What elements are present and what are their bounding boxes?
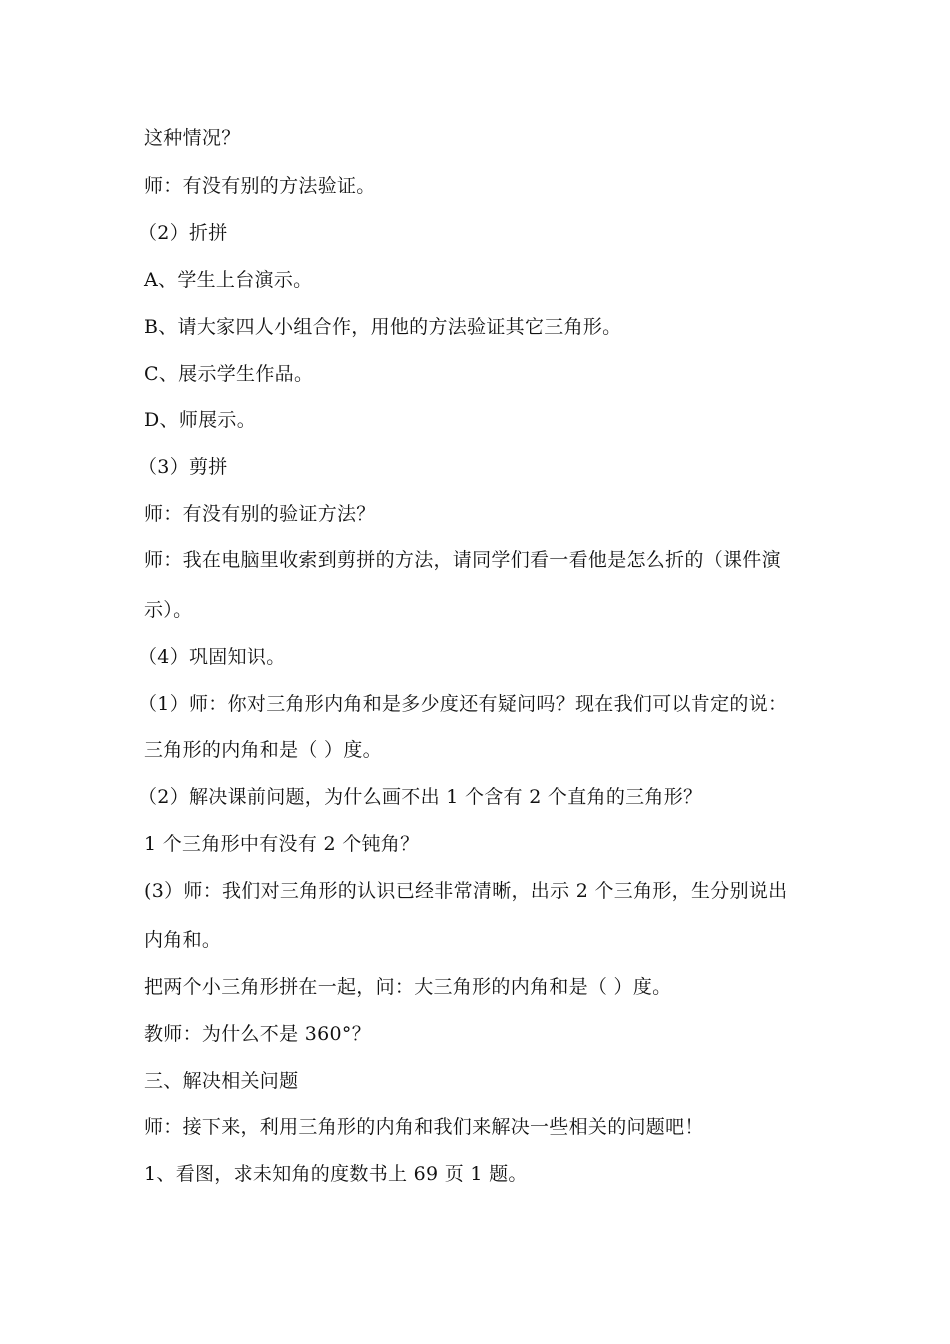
text-line: 把两个小三角形拼在一起，问：大三角形的内角和是（ ）度。 <box>144 976 672 998</box>
text-line: B、请大家四人小组合作，用他的方法验证其它三角形。 <box>144 316 622 338</box>
text-line: (3）师：我们对三角形的认识已经非常清晰，出示 2 个三角形，生分别说出 <box>144 880 788 902</box>
text-line: 师：我在电脑里收索到剪拼的方法，请同学们看一看他是怎么折的（课件演 <box>144 549 781 571</box>
text-line: C、展示学生作品。 <box>144 363 314 385</box>
text-line: A、学生上台演示。 <box>144 269 313 291</box>
text-line: 师：接下来，利用三角形的内角和我们来解决一些相关的问题吧！ <box>144 1116 704 1138</box>
text-line: 内角和。 <box>144 929 222 951</box>
text-line: （1）师：你对三角形内角和是多少度还有疑问吗？现在我们可以肯定的说： <box>138 693 788 715</box>
text-line: 这种情况？ <box>144 127 241 149</box>
text-line: （4）巩固知识。 <box>138 646 286 668</box>
text-line: 三角形的内角和是（ ）度。 <box>144 739 382 761</box>
text-line: 1、看图，求未知角的度数书上 69 页 1 题。 <box>144 1163 528 1185</box>
text-line: 师：有没有别的方法验证。 <box>144 175 376 197</box>
text-line: （2）解决课前问题，为什么画不出 1 个含有 2 个直角的三角形？ <box>138 786 703 808</box>
text-line: D、师展示。 <box>144 409 257 431</box>
text-line: 示）。 <box>144 599 193 621</box>
text-line: （2）折拼 <box>138 222 228 244</box>
text-line: （3）剪拼 <box>138 456 228 478</box>
text-line: 师：有没有别的验证方法？ <box>144 503 376 525</box>
text-line: 教师：为什么不是 360°？ <box>144 1023 372 1045</box>
text-line: 三、解决相关问题 <box>144 1070 299 1092</box>
text-line: 1 个三角形中有没有 2 个钝角？ <box>144 833 420 855</box>
